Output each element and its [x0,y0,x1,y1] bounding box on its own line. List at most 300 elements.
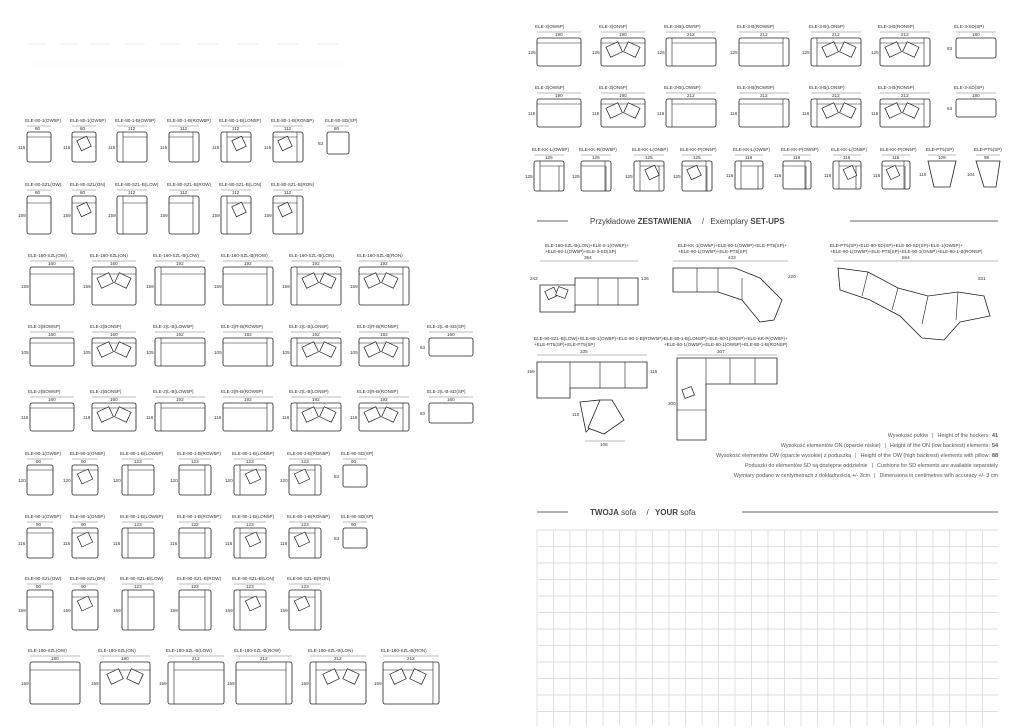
module-height: 159 [91,681,99,686]
module-label: ELE-KK-L(ON5P) [831,147,867,152]
module-width: 123 [301,584,309,589]
module-width: 212 [687,32,695,37]
module-width: 212 [832,32,840,37]
module-item [146,324,205,366]
module-width: 212 [901,93,909,98]
module-height: 159 [21,284,29,289]
module-height: 159 [159,681,167,686]
module-height: 116 [146,415,154,420]
setup-b [673,243,796,322]
module-width: 123 [246,459,254,464]
module-item [318,118,358,154]
setup-d-width: 335 [580,349,588,354]
module-height: 105 [146,350,154,355]
module-height: 105 [83,350,91,355]
module-item [214,324,273,366]
module-label: ELE-180-SZL(OW) [28,648,67,653]
module-label: ELE-160-SZL-B(ROW) [221,253,268,258]
module-label: ELE-3-B(RON5P) [878,85,915,90]
module-shape [100,662,150,704]
note-sep: | [884,443,886,449]
note-pl: Wymiary podano w centymetrach z dokładnością +/- 3cm [733,473,871,479]
module-shape [273,196,303,234]
module-item [528,24,581,66]
module-width: 112 [180,126,188,131]
module-label: ELE-KK-L(OW5P) [733,147,771,152]
module-height: 159 [18,608,26,613]
module-item [657,85,716,127]
setup-c-height: 331 [978,276,986,281]
module-item [227,648,292,704]
module-width: 160 [48,332,56,337]
module-item [83,253,136,305]
module-height: 125 [572,174,580,179]
module-label: ELE-2(BON5P) [90,324,122,329]
setup-a-label-2: +ELE-90-1(OW5P)+ELE-3-SD(SP) [545,249,617,254]
module-item [525,147,569,191]
module-height: 116 [170,541,178,546]
note-line [745,463,998,469]
note-value: 41 [992,433,998,439]
module-width: 190 [555,93,563,98]
module-height: 159 [374,681,382,686]
module-height: 116 [824,173,832,178]
module-label: ELE-90-SD(SP) [341,451,374,456]
setups-title-pl: Przykładowe [590,217,638,226]
module-item [18,451,61,495]
note-sep: | [874,473,876,479]
module-height: 125 [625,174,633,179]
module-width: 116 [745,155,753,160]
module-item [802,85,861,127]
module-height: 116 [657,111,665,116]
module-shape [327,132,349,154]
module-label: ELE-90-SZL-B(LOW) [120,576,164,581]
module-label: ELE-PT5(SP) [974,147,1002,152]
setup-a [530,243,649,312]
module-item [21,324,74,366]
note-en: Cushions for SD elements are available separately [876,463,998,469]
note-sep: | [871,463,873,469]
module-label: ELE-KK-P(ON5P) [680,147,717,152]
module-height: 159 [170,608,178,613]
module-shape [179,590,211,630]
module-height: 116 [730,111,738,116]
setup-d-height-right: 115 [650,369,658,374]
module-label: ELE-3-B(LOW5P) [664,85,701,90]
module-width: 112 [180,190,188,195]
module-label: ELE-KK-L(ON5P) [632,147,668,152]
module-width: 99 [984,155,990,160]
module-item [83,324,136,366]
module-height: 116 [214,415,222,420]
your-sofa-pl-rest: sofa [618,508,637,517]
module-shape [291,267,341,305]
module-item [160,182,212,234]
module-shape [223,338,273,366]
module-label: ELE-3-B(LON5P) [809,85,845,90]
module-item [730,24,789,66]
module-height: 125 [592,50,600,55]
module-height: 159 [146,284,154,289]
right-module-catalog [525,24,1002,191]
module-height: 116 [592,111,600,116]
module-shape [976,161,1000,187]
module-height: 116 [873,173,881,178]
module-item [350,253,409,305]
module-item [63,118,106,162]
module-height: 83 [947,46,953,51]
module-height: 116 [282,415,290,420]
module-item [730,85,789,127]
module-label: ELE-KK-R(OW5P) [579,147,617,152]
module-width: 125 [592,155,600,160]
module-height: 116 [774,173,782,178]
module-item [91,648,150,704]
module-label: ELE-80-SD(SP) [325,118,358,123]
module-width: 160 [447,397,455,402]
module-item [113,576,164,630]
module-width: 192 [312,397,320,402]
module-height: 159 [108,213,116,218]
note-sep: | [932,433,934,439]
note-en: Dimensions in centimetres with accuracy +/- 3 cm [879,473,998,479]
module-item [873,147,917,189]
module-item [170,514,221,558]
module-height: 125 [871,50,879,55]
module-height: 63 [420,345,426,350]
module-item [108,118,156,162]
module-width: 192 [312,261,320,266]
module-shape [179,528,211,558]
module-label: ELE-3-B(LOW5P) [664,24,701,29]
module-width: 90 [36,459,42,464]
module-label: ELE-KK-L(OW5P) [532,147,570,152]
module-height: 159 [83,284,91,289]
module-shape [122,590,154,630]
module-height: 159 [21,681,29,686]
module-item [657,24,716,66]
module-label: ELE-2(L-B-SD(SP) [427,389,466,394]
module-height: 83 [334,474,340,479]
module-label: ELE-160-SZL-B(LOW) [153,253,199,258]
module-label: ELE-2(R-B(RON5P) [357,389,399,394]
module-shape [27,528,53,558]
module-width: 192 [244,332,252,337]
module-shape [537,38,581,66]
module-width: 212 [901,32,909,37]
note-value: 88 [992,453,998,459]
module-width: 212 [760,93,768,98]
module-width: 123 [134,584,142,589]
module-width: 123 [301,459,309,464]
module-width: 123 [134,459,142,464]
note-line [734,473,999,479]
your-sofa-heading [537,508,998,517]
module-label: ELE-160-SZL(OW) [28,253,67,258]
module-width: 123 [191,584,199,589]
module-item [726,147,770,189]
drawing-grid [537,530,998,726]
module-item [374,648,439,704]
module-width: 80 [35,190,41,195]
module-width: 80 [35,126,41,131]
module-shape [92,338,136,366]
module-item [528,85,581,127]
module-height: 104 [967,172,975,177]
module-shape [783,161,811,189]
module-height: 116 [21,415,29,420]
module-width: 123 [301,522,309,527]
module-item [146,389,205,431]
note-pl: Poduszki do elementów SD są dostępne oddzielnie [744,463,868,469]
module-label: ELE-2(L-B(LOW5P) [153,324,194,329]
module-width: 192 [176,397,184,402]
module-label: ELE-80-1-B(LON5P) [219,118,262,123]
module-height: 115 [18,145,26,150]
module-width: 212 [334,656,342,661]
module-height: 115 [160,145,168,150]
module-width: 180 [972,93,980,98]
module-label: ELE-3-B(ROW5P) [737,24,775,29]
module-shape [383,662,439,704]
module-shape [27,590,53,630]
module-item [225,576,275,630]
module-width: 192 [312,332,320,337]
module-label: ELE-90-1-B(LOW5P) [120,514,164,519]
module-shape [155,403,205,431]
module-item [350,324,409,366]
module-label: ELE-90-1(OW5P) [25,451,61,456]
module-shape [534,161,564,191]
module-height: 125 [730,50,738,55]
module-label: ELE-2(R-B(RON5P) [357,324,399,329]
module-height: 115 [264,145,272,150]
module-label: ELE-80-SZL(ON) [70,182,106,187]
left-module-catalog [18,118,473,704]
setup-e-label-2: +ELE-80-1(OW5P)+ELE-80-1(OW5P)+ELE-80-1-B(RONSP) [664,342,788,347]
note-line [716,453,998,459]
module-shape [739,99,789,127]
module-item [159,648,224,704]
module-width: 160 [48,397,56,402]
module-item [301,648,366,704]
module-label: ELE-2(L-B(LON5P) [289,389,329,394]
module-height: 159 [282,284,290,289]
setup-e-label-1: ELE-80-1-B(LONSP)+ELE-80-1(ONSP)+ELE-KK-P(OW5P)+ [664,336,788,341]
module-shape [169,132,199,162]
module-width: 116 [793,155,801,160]
module-label: ELE-180-SZL-B(LOW) [166,648,212,653]
module-shape [92,403,136,431]
module-width: 125 [693,155,701,160]
module-width: 212 [407,656,415,661]
module-height: 116 [802,111,810,116]
module-label: ELE-2(L-B(LOW5P) [153,389,194,394]
module-item [170,576,222,630]
module-item [18,118,61,162]
module-item [774,147,819,189]
module-width: 190 [619,93,627,98]
module-shape [223,403,273,431]
note-en: Height of the hockers: [937,433,990,439]
module-label: ELE-KK-P(ON5P) [880,147,917,152]
faded-header [28,44,348,64]
module-item [264,118,314,162]
module-width: 192 [244,261,252,266]
setups-heading [537,217,998,226]
module-item [146,253,205,305]
module-item [871,85,930,127]
module-width: 192 [176,261,184,266]
module-width: 192 [380,261,388,266]
module-height: 125 [673,174,681,179]
module-height: 105 [282,350,290,355]
module-height: 159 [227,681,235,686]
module-label: ELE-2(BOW5P) [28,324,61,329]
module-label: ELE-90-1(OW5P) [25,514,61,519]
module-shape [30,403,74,431]
module-label: ELE-90-1-B(LOW5P) [120,451,164,456]
module-width: 90 [81,459,87,464]
module-width: 80 [334,126,340,131]
module-width: 192 [244,397,252,402]
module-label: ELE-3(OW5P) [535,24,565,29]
module-height: 105 [21,350,29,355]
module-shape [310,662,366,704]
setups-title-en-bold: SET-UPS [750,217,785,226]
module-item [21,389,74,431]
module-label: ELE-80-1(OW5P) [25,118,61,123]
module-item [225,514,275,558]
module-height: 120 [18,478,26,483]
module-shape [117,196,147,234]
module-item [21,253,74,305]
note-pl: Wysokość pufów [887,433,929,439]
note-en: Height of the ON (low backrest) elements: [889,443,990,449]
module-shape [169,196,199,234]
module-label: ELE-3(OW5P) [535,85,565,90]
module-width: 160 [110,332,118,337]
module-label: ELE-90-1(ON5P) [70,451,105,456]
module-height: 120 [280,478,288,483]
module-item [160,118,211,162]
module-item [919,147,956,187]
your-sofa-sep: / [646,508,649,517]
setup-d [527,336,666,398]
module-width: 90 [81,522,87,527]
module-width: 123 [246,522,254,527]
module-label: ELE-160-SZL(ON) [90,253,128,258]
module-height: 125 [528,50,536,55]
module-shape [30,267,74,305]
module-height: 159 [160,213,168,218]
module-label: ELE-180-SZL-B(LON) [308,648,353,653]
module-item [350,389,409,431]
your-sofa-en-rest: sofa [678,508,696,517]
setup-b-width: 433 [728,255,736,260]
module-shape [122,465,154,495]
module-label: ELE-3(ON5P) [599,85,628,90]
module-width: 116 [843,155,851,160]
setup-e-height: 300 [668,401,676,406]
module-item [334,451,374,487]
module-width: 190 [619,32,627,37]
module-width: 90 [351,459,357,464]
module-width: 90 [36,584,42,589]
note-value: 54 [992,443,998,449]
module-item [63,451,105,495]
module-height: 159 [214,284,222,289]
module-height: 159 [280,608,288,613]
setups-title-pl-bold: ZESTAWIENIA [637,217,692,226]
module-height: 116 [225,541,233,546]
module-width: 160 [48,261,56,266]
module-height: 159 [63,213,71,218]
setup-a-height-right: 136 [641,276,649,281]
module-height: 116 [113,541,121,546]
module-width: 123 [134,522,142,527]
setup-c-label-2: +ELE-90-1(OW5P)+ELE-PT5(SP)+ELE-90-1(ON5P)+ELE-90-1-B(RON5P) [830,249,983,254]
module-label: ELE-80-1(OW5P) [70,118,106,123]
module-width: 212 [260,656,268,661]
module-item [113,451,164,495]
module-label: ELE-2(L-B-SD(SP) [427,324,466,329]
module-label: ELE-90-1-B(LON5P) [232,514,275,519]
module-height: 120 [113,478,121,483]
module-height: 116 [280,541,288,546]
module-label: ELE-90-SZL(OW) [25,576,62,581]
module-label: ELE-2(BOW5P) [28,389,61,394]
module-label: ELE-90-1-B(ROW5P) [177,451,221,456]
module-height: 105 [350,350,358,355]
module-item [83,389,136,431]
module-width: 192 [380,397,388,402]
module-label: ELE-80-SZL(OW) [25,182,62,187]
module-height: 116 [726,173,734,178]
module-shape [429,403,473,423]
module-width: 112 [232,190,240,195]
your-sofa-pl-bold: TWOJA [590,508,619,517]
module-width: 180 [972,32,980,37]
setup-c-label-1: ELE-PT5(SP)+ELE-90-SD(SP)+ELE-90-SD(SP)+ELE-1(OW5P)+ [830,243,963,248]
setup-a-label-1: ELE-160-SZL-B(LON)+ELE-0-1(OW5P)+ [545,243,629,248]
module-width: 90 [81,584,87,589]
module-width: 123 [191,522,199,527]
module-label: ELE-2(BON5P) [90,389,122,394]
module-height: 116 [18,541,26,546]
module-width: 212 [687,93,695,98]
module-label: ELE-180-SZL-B(RON) [381,648,427,653]
module-shape [27,465,53,495]
module-item [214,389,273,431]
setup-b-height: 220 [788,274,796,279]
module-item [824,147,867,189]
module-item [212,118,262,162]
module-width: 112 [284,126,292,131]
module-label: ELE-80-SZL-B(LON) [219,182,262,187]
setup-e-width: 307 [717,349,725,354]
module-width: 190 [555,32,563,37]
module-label: ELE-90-SZL-B(LON) [232,576,275,581]
module-height: 116 [63,541,71,546]
module-height: 120 [225,478,233,483]
module-item [947,85,996,117]
module-shape [30,662,80,704]
module-width: 125 [545,155,553,160]
module-shape [223,267,273,305]
module-width: 112 [284,190,292,195]
